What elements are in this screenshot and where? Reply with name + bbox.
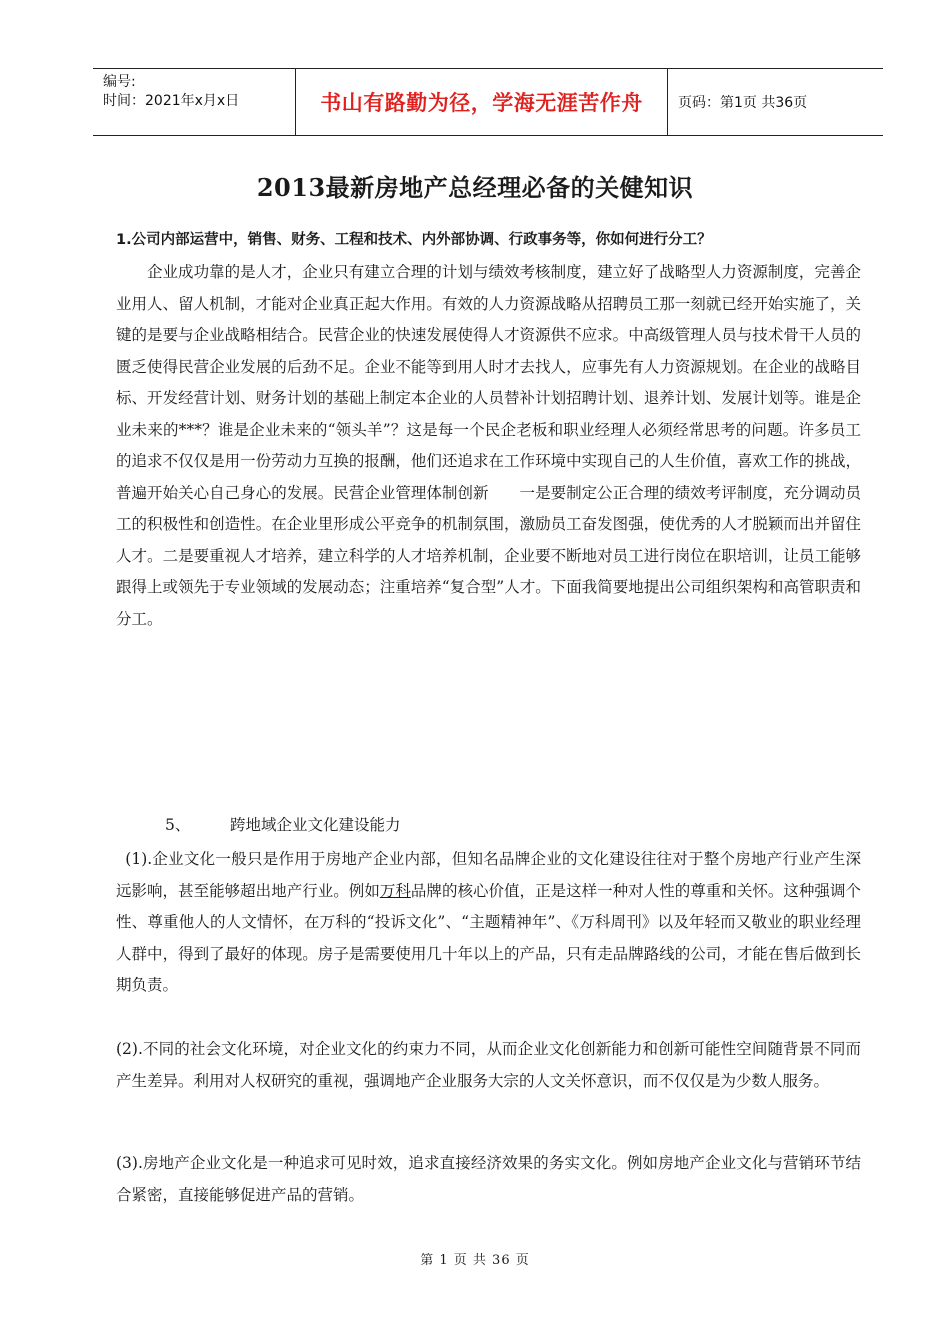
vanke-link[interactable]: 万科 bbox=[379, 881, 411, 900]
header-meta-cell bbox=[93, 69, 295, 135]
header-table bbox=[93, 68, 883, 136]
page-footer: 第 1 页 共 36 页 bbox=[420, 1253, 530, 1268]
document-title: 2013最新房地产总经理必备的关健知识 bbox=[256, 173, 694, 202]
section-title: 跨地域企业文化建设能力 bbox=[229, 816, 401, 834]
paragraph-4: (3).房地产企业文化是一种追求可见时效，追求直接经济效果的务实文化。例如房地产企业文化与营销环节结合紧密，直接能够促进产品的营销。 bbox=[116, 1154, 861, 1204]
paragraph-2-end: 品牌的核心价值，正是这样一种对人性的尊重和关怀。这种强调个性、尊重他人的人文情怀，在万科的“投诉文化”、“主题精神年”、《万科周刊》以及年轻而又敬业的职业经理人群中，得到了最好的体现。房子是需要使用几十年以上的产品，只有走品牌路线的公司，才能在售后做到长期负责。 bbox=[116, 881, 861, 994]
time-label: 时间：2021年x月x日 bbox=[103, 93, 240, 109]
section-number: 5、 bbox=[165, 816, 191, 834]
section-5-heading bbox=[165, 813, 400, 835]
paragraph-2-start: (1).企业文化一般只是作用于房地产企业内部，但知名品牌企业的文化建设往往对于整个房地产行业产生深远影响，甚至能够超出地产行业。例如 bbox=[116, 850, 861, 900]
page-info: 页码：第1页 共36页 bbox=[678, 95, 808, 111]
motto: 书山有路勤为径，学海无涯苦作舟 bbox=[295, 69, 668, 135]
paragraph-3: (2).不同的社会文化环境，对企业文化的约束力不同，从而企业文化创新能力和创新可能性空间随背景不同而产生差异。利用对人权研究的重视，强调地产企业服务大宗的人文关怀意识，而不仅仅是为少数人服务。 bbox=[116, 1040, 861, 1090]
number-label: 编号: bbox=[103, 74, 136, 90]
question-heading: 1.公司内部运营中，销售、财务、工程和技术、内外部协调、行政事务等，你如何进行分工？ bbox=[116, 232, 712, 248]
paragraph-2 bbox=[116, 844, 861, 1002]
paragraph-1: 企业成功靠的是人才，企业只有建立合理的计划与绩效考核制度，建立好了战略型人力资源制度，完善企业用人、留人机制，才能对企业真正起大作用。有效的人力资源战略从招聘员工那一刻就已经开始实施了，关键的是要与企业战略相结合。民营企业的快速发展使得人才资源供不应求。中高级管理人员与技术骨干人员的匮乏使得民营企业发展的后劲不足。企业不能等到用人时才去找人，应事先有人力资源规划。在企业的战略目标、开发经营计划、财务计划的基础上制定本企业的人员替补计划招聘计划、退养计划、发展计划等。谁是企业未来的***？谁是企业未来的“领头羊”？这是每一个民企老板和职业经理人必须经常思考的问题。许多员工的追求不仅仅是用一份劳动力互换的报酬，他们还追求在工作环境中实现自己的人生价值，喜欢工作的挑战，普遍开始关心自己身心的发展。民营企业管理体制创新 一是要制定公正合理的绩效考评制度，充分调动员工的积极性和创造性。在企业里形成公平竞争的机制氛围，激励员工奋发图强，使优秀的人才脱颖而出并留住人才。二是要重视人才培养，建立科学的人才培养机制，企业要不断地对员工进行岗位在职培训，让员工能够跟得上或领先于专业领域的发展动态；注重培养“复合型”人才。下面我简要地提出公司组织架构和高管职责和分工。 bbox=[116, 263, 861, 628]
